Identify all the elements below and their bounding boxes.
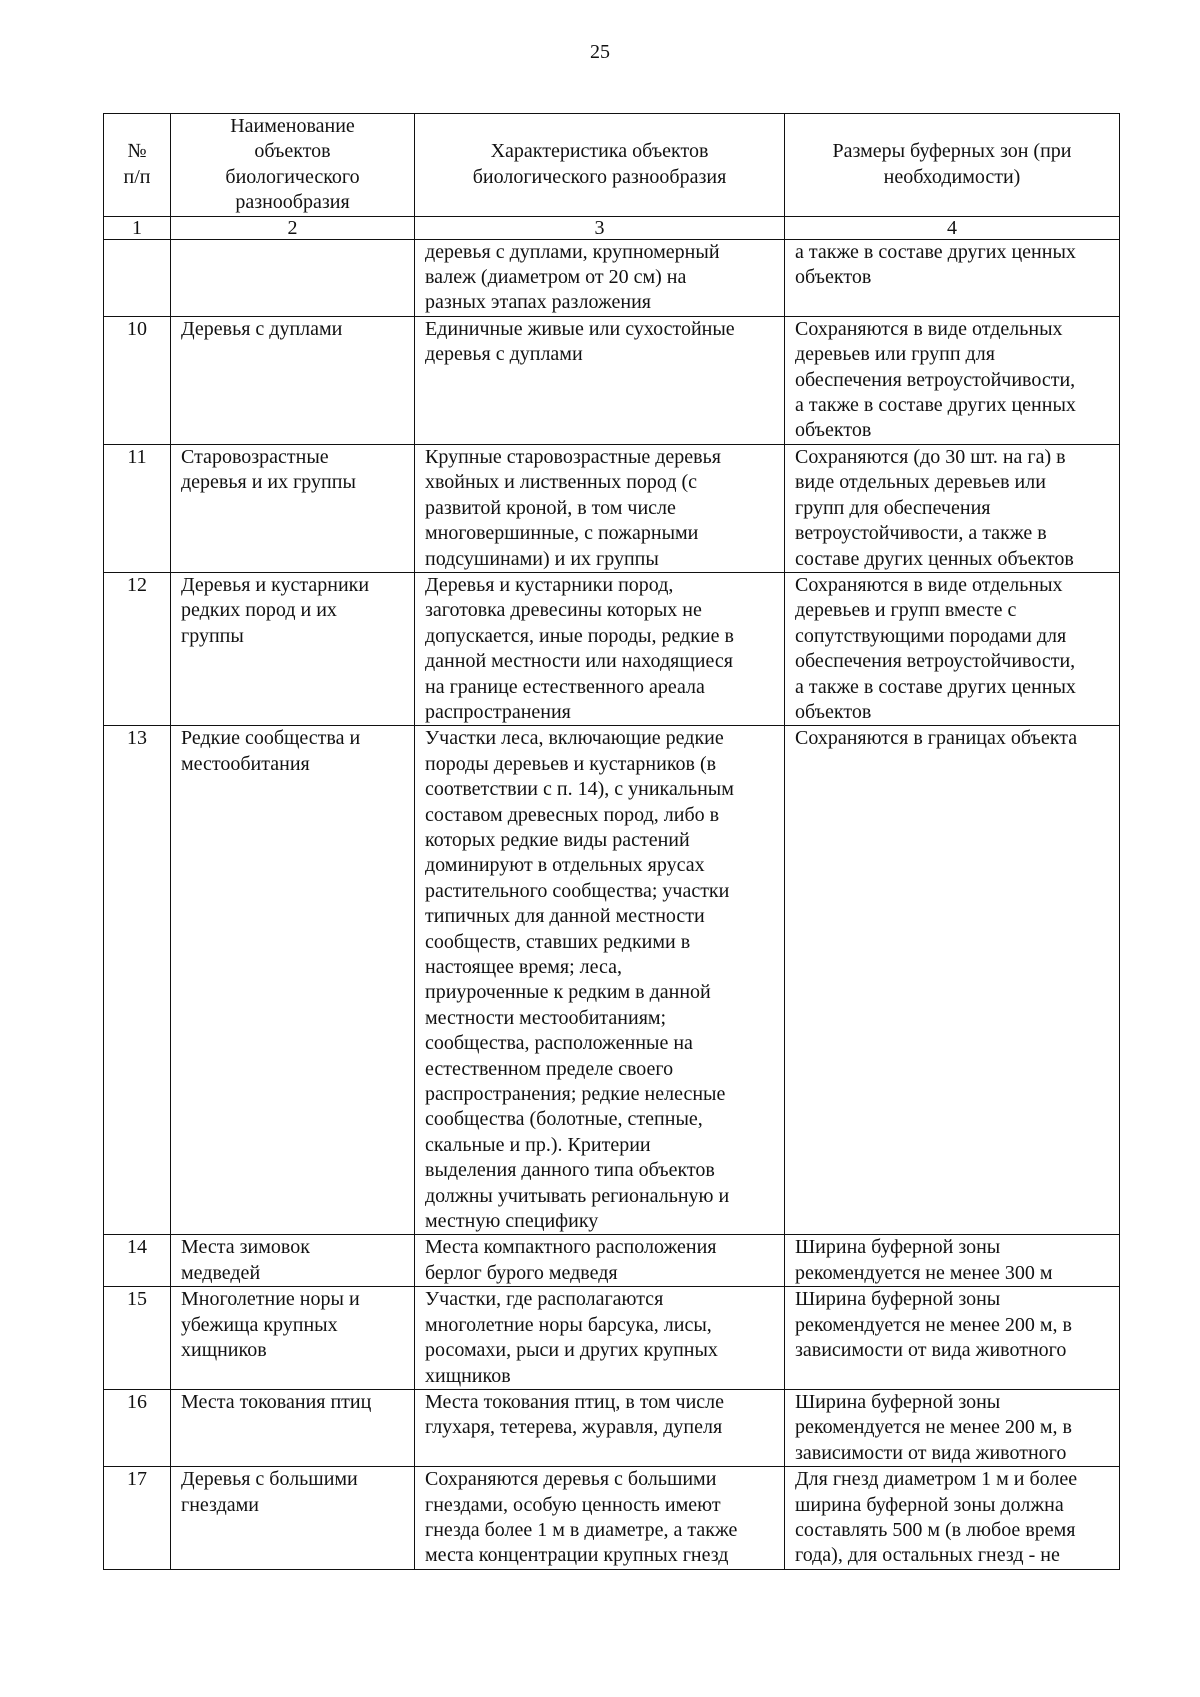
table-row <box>104 1467 1120 1570</box>
cell-buffer <box>785 1467 1120 1570</box>
cell-line: зависимости от вида животного <box>795 1441 1067 1464</box>
table-row <box>104 1287 1120 1390</box>
header-line: п/п <box>123 165 151 188</box>
table-row <box>104 1235 1120 1287</box>
cell-line: сообщества (болотные, степные, <box>425 1108 703 1131</box>
cell-line: Редкие сообщества и <box>181 727 361 750</box>
cell-line: объектов <box>795 700 872 723</box>
cell-line: Участки, где располагаются <box>425 1288 664 1311</box>
cell-line: а также в составе других ценных <box>795 240 1076 263</box>
cell-line: зависимости от вида животного <box>795 1339 1067 1362</box>
cell-line: Ширина буферной зоны <box>795 1288 1001 1311</box>
header-line: объектов <box>254 140 331 163</box>
cell-line: Деревья с дуплами <box>181 317 343 340</box>
row-number: 10 <box>104 316 171 444</box>
row-number: 13 <box>104 726 171 1235</box>
cell-buffer <box>785 1287 1120 1390</box>
cell-line: Сохраняются в границах объекта <box>795 727 1078 750</box>
table-header-row <box>104 114 1120 217</box>
cell-line: естественном пределе своего <box>425 1057 674 1080</box>
cell-line: подсушинами) и их группы <box>425 547 659 570</box>
cell-line: гнезда более 1 м в диаметре, а также <box>425 1518 738 1541</box>
cell-line: Места зимовок <box>181 1236 310 1259</box>
cell-line: Участки леса, включающие редкие <box>425 727 724 750</box>
cell-line: составлять 500 м (в любое время <box>795 1518 1076 1541</box>
cell-buffer <box>785 572 1120 725</box>
cell-line: должны учитывать региональную и <box>425 1184 730 1207</box>
cell-line: гнездами, особую ценность имеют <box>425 1493 721 1516</box>
cell-line: места концентрации крупных гнезд <box>425 1544 729 1567</box>
page-number: 25 <box>590 41 610 63</box>
column-number: 2 <box>171 216 415 239</box>
cell-line: Для гнезд диаметром 1 м и более <box>795 1468 1078 1491</box>
biodiversity-objects-table <box>103 113 1120 1570</box>
cell-line: допускается, иные породы, редкие в <box>425 624 734 647</box>
cell-line: породы деревьев и кустарников (в <box>425 752 717 775</box>
header-line: Характеристика объектов <box>490 140 709 163</box>
cell-line: а также в составе других ценных <box>795 394 1076 417</box>
table-row <box>104 239 1120 316</box>
table-row <box>104 726 1120 1235</box>
row-number: 11 <box>104 444 171 572</box>
cell-line: редких пород и их <box>181 599 337 622</box>
cell-line: хищников <box>181 1339 267 1362</box>
cell-line: Ширина буферной зоны <box>795 1236 1001 1259</box>
header-number <box>104 114 171 217</box>
cell-line: данной местности или находящиеся <box>425 650 733 673</box>
cell-line: настоящее время; леса, <box>425 956 622 978</box>
cell-characteristic <box>415 444 785 572</box>
cell-line: соответствии с п. 14), с уникальным <box>425 778 734 801</box>
cell-name <box>171 1467 415 1570</box>
cell-line: Единичные живые или сухостойные <box>425 317 735 340</box>
cell-name <box>171 572 415 725</box>
cell-line: Деревья с большими <box>181 1468 358 1491</box>
header-line: необходимости) <box>883 165 1021 188</box>
cell-name <box>171 444 415 572</box>
cell-line: деревья и их группы <box>181 471 356 494</box>
cell-buffer <box>785 316 1120 444</box>
cell-line: валеж (диаметром от 20 см) на <box>425 266 687 289</box>
cell-line: а также в составе других ценных <box>795 675 1076 698</box>
cell-line: местности местообитаниям; <box>425 1006 667 1029</box>
cell-line: Сохраняются в виде отдельных <box>795 573 1063 596</box>
cell-line: Места токования птиц, в том числе <box>425 1390 725 1413</box>
cell-line: распространения <box>425 700 571 723</box>
cell-line: на границе естественного ареала <box>425 675 705 698</box>
cell-line: скальные и пр.). Критерии <box>425 1133 651 1156</box>
table-row <box>104 572 1120 725</box>
cell-line: ветроустойчивости, а также в <box>795 522 1047 545</box>
cell-line: Многолетние норы и <box>181 1288 360 1311</box>
cell-buffer <box>785 726 1120 1235</box>
cell-characteristic <box>415 1235 785 1287</box>
cell-line: Деревья и кустарники <box>181 573 370 596</box>
cell-characteristic <box>415 726 785 1235</box>
cell-line: местообитания <box>181 752 310 775</box>
cell-buffer <box>785 239 1120 316</box>
cell-buffer <box>785 444 1120 572</box>
cell-line: виде отдельных деревьев или <box>795 471 1046 494</box>
cell-line: хищников <box>425 1364 511 1387</box>
cell-line: обеспечения ветроустойчивости, <box>795 650 1076 673</box>
cell-line: рекомендуется не менее 300 м <box>795 1261 1053 1284</box>
column-number-row <box>104 216 1120 239</box>
cell-line: рекомендуется не менее 200 м, в <box>795 1416 1072 1439</box>
cell-line: ширина буферной зоны должна <box>795 1493 1064 1516</box>
column-number: 3 <box>415 216 785 239</box>
cell-line: развитой кроной, в том числе <box>425 496 676 519</box>
cell-characteristic <box>415 572 785 725</box>
header-line: биологического <box>225 165 360 188</box>
cell-line: многовершинные, с пожарными <box>425 522 699 545</box>
cell-line: деревья с дуплами, крупномерный <box>425 240 720 263</box>
column-number: 1 <box>104 216 171 239</box>
cell-name <box>171 1389 415 1466</box>
cell-line: объектов <box>795 266 872 289</box>
cell-line: Сохраняются (до 30 шт. на га) в <box>795 445 1066 468</box>
row-number: 14 <box>104 1235 171 1287</box>
cell-line: типичных для данной местности <box>425 905 705 928</box>
cell-line: глухаря, тетерева, журавля, дупеля <box>425 1416 723 1439</box>
cell-characteristic <box>415 316 785 444</box>
cell-line: которых редкие виды растений <box>425 828 690 851</box>
cell-line: приуроченные к редким в данной <box>425 981 711 1004</box>
cell-line: деревья с дуплами <box>425 343 583 366</box>
row-number <box>104 239 171 316</box>
table-row <box>104 444 1120 572</box>
cell-name <box>171 1235 415 1287</box>
cell-line: обеспечения ветроустойчивости, <box>795 368 1076 391</box>
header-line: № <box>127 140 147 163</box>
header-characteristic <box>415 114 785 217</box>
cell-line: разных этапах разложения <box>425 291 651 314</box>
cell-characteristic <box>415 1287 785 1390</box>
cell-name <box>171 239 415 316</box>
cell-line: хвойных и лиственных пород (с <box>425 471 698 494</box>
cell-line: группы <box>181 624 244 647</box>
cell-line: росомахи, рыси и других крупных <box>425 1339 718 1362</box>
cell-name <box>171 316 415 444</box>
cell-line: местную специфику <box>425 1210 599 1233</box>
cell-line: групп для обеспечения <box>795 496 991 519</box>
cell-line: Деревья и кустарники пород, <box>425 573 674 596</box>
cell-line: сообщества, расположенные на <box>425 1032 693 1055</box>
header-line: разнообразия <box>235 191 350 214</box>
cell-name <box>171 1287 415 1390</box>
cell-line: многолетние норы барсука, лисы, <box>425 1313 712 1336</box>
cell-line: Места компактного расположения <box>425 1236 717 1259</box>
cell-line: гнездами <box>181 1493 259 1516</box>
cell-characteristic <box>415 239 785 316</box>
header-line: Наименование <box>230 115 355 137</box>
cell-line: Ширина буферной зоны <box>795 1390 1001 1413</box>
cell-name <box>171 726 415 1235</box>
table-row <box>104 316 1120 444</box>
column-number: 4 <box>785 216 1120 239</box>
cell-line: доминируют в отдельных ярусах <box>425 854 705 877</box>
row-number: 17 <box>104 1467 171 1570</box>
header-buffer-zone <box>785 114 1120 217</box>
cell-line: Крупные старовозрастные деревья <box>425 445 721 468</box>
cell-line: Сохраняются деревья с большими <box>425 1468 717 1491</box>
row-number: 12 <box>104 572 171 725</box>
header-line: биологического разнообразия <box>472 165 727 188</box>
cell-line: деревьев или групп для <box>795 343 995 366</box>
cell-line: Сохраняются в виде отдельных <box>795 317 1063 340</box>
cell-buffer <box>785 1235 1120 1287</box>
cell-line: растительного сообщества; участки <box>425 879 730 902</box>
table-row <box>104 1389 1120 1466</box>
cell-line: составе других ценных объектов <box>795 547 1074 570</box>
cell-line: составом древесных пород, либо в <box>425 803 720 826</box>
cell-line: берлог бурого медведя <box>425 1261 618 1284</box>
cell-line: выделения данного типа объектов <box>425 1159 715 1182</box>
cell-line: заготовка древесины которых не <box>425 599 702 622</box>
cell-line: убежища крупных <box>181 1313 338 1336</box>
table-body <box>104 239 1120 1569</box>
cell-line: сопутствующими породами для <box>795 624 1067 647</box>
cell-line: деревьев и групп вместе с <box>795 599 1017 622</box>
header-line: Размеры буферных зон (при <box>832 140 1072 163</box>
cell-buffer <box>785 1389 1120 1466</box>
cell-line: года), для остальных гнезд - не <box>795 1544 1060 1567</box>
row-number: 16 <box>104 1389 171 1466</box>
cell-characteristic <box>415 1467 785 1570</box>
header-object-name <box>171 114 415 217</box>
cell-line: Старовозрастные <box>181 445 329 468</box>
cell-line: рекомендуется не менее 200 м, в <box>795 1313 1072 1336</box>
cell-characteristic <box>415 1389 785 1466</box>
cell-line: объектов <box>795 419 872 442</box>
cell-line: сообществ, ставших редкими в <box>425 930 691 953</box>
cell-line: Места токования птиц <box>181 1390 372 1413</box>
cell-line: распространения; редкие нелесные <box>425 1083 726 1106</box>
cell-line: медведей <box>181 1261 261 1284</box>
row-number: 15 <box>104 1287 171 1390</box>
